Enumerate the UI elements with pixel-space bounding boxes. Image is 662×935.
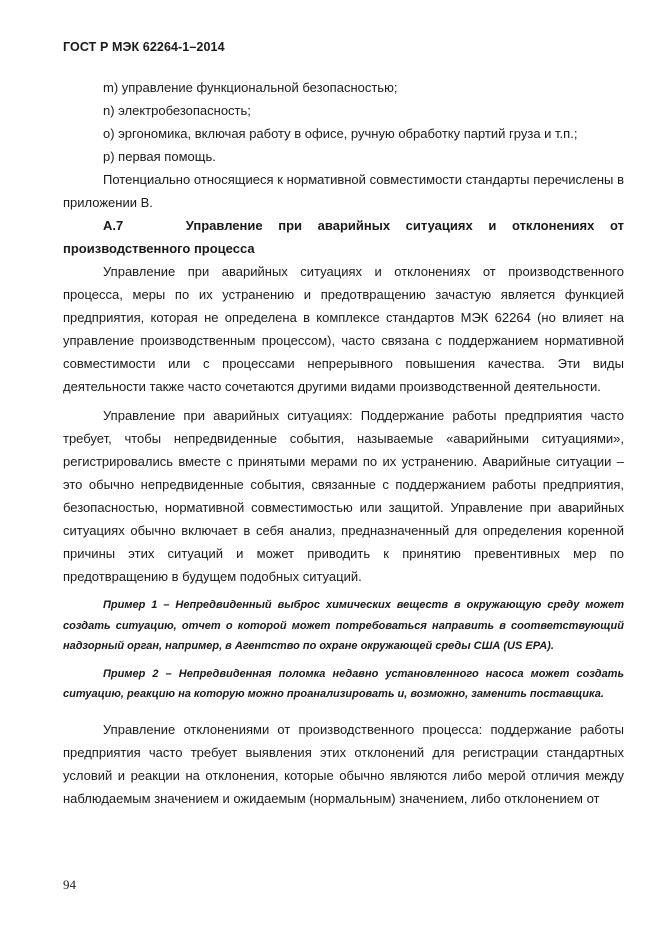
document-header: ГОСТ Р МЭК 62264-1–2014 <box>63 40 225 54</box>
page-number: 94 <box>63 877 76 892</box>
list-item: m) управление функциональной безопасностью; <box>103 80 398 95</box>
list-item: o) эргономика, включая работу в офисе, ручную обработку партий груза и т.п.; <box>103 126 578 141</box>
section-number: А.7 <box>103 218 124 233</box>
section-title: Управление при аварийных ситуациях и отклонениях от производственного процесса <box>63 218 624 256</box>
body-paragraph: Управление при аварийных ситуациях: Поддержание работы предприятия часто требует, чтобы непредвиденные события, называемые «аварийными ситуациями», регистрировались вместе с принятыми мерами по их устранению. Аварийные ситуации – это обычно непредвиденные события, связанные с поддержанием работы предприятия, безопасностью, нормативной совместимостью или защитой. Управление при аварийных ситуациях обычно включает в себя анализ, предназначенный для определения коренной причины этих ситуаций и может приводить к принятию превентивных мер по предотвращению в будущем подобных ситуаций. <box>63 408 624 584</box>
body-paragraph: Управление при аварийных ситуациях и отклонениях от производственного процесса, меры по их устранению и предотвращению зачастую является функцией предприятия, которая не определена в комплексе стандартов МЭК 62264 (но влияет на управление производственным процессом), часто связана с поддержанием нормативной совместимости или с процессами непрерывного повышения качества. Эти виды деятельности также часто сочетаются другими видами производственной деятельности. <box>63 264 624 394</box>
section-heading <box>63 214 624 260</box>
example-note: Пример 2 – Непредвиденная поломка недавно установленного насоса может создать ситуацию, реакцию на которую можно проанализировать и, возможно, заменить поставщика. <box>63 667 624 700</box>
intro-paragraph: Потенциально относящиеся к нормативной совместимости стандарты перечислены в приложении В. <box>63 172 624 210</box>
page-content <box>63 76 624 810</box>
list-item: n) электробезопасность; <box>103 103 251 118</box>
list-item: p) первая помощь. <box>103 149 216 164</box>
example-note: Пример 1 – Непредвиденный выброс химических веществ в окружающую среду может создать ситуацию, отчет о которой может потребоваться направить в соответствующий надзорный орган, например, в Агентство по охране окружающей среды США (US EPA). <box>63 599 624 652</box>
body-paragraph: Управление отклонениями от производственного процесса: поддержание работы предприятия часто требует выявления этих отклонений для регистрации стандартных условий и реакции на отклонения, которые обычно являются либо мерой отличия между наблюдаемым значением и ожидаемым (нормальным) значением, либо отклонением от <box>63 721 624 806</box>
